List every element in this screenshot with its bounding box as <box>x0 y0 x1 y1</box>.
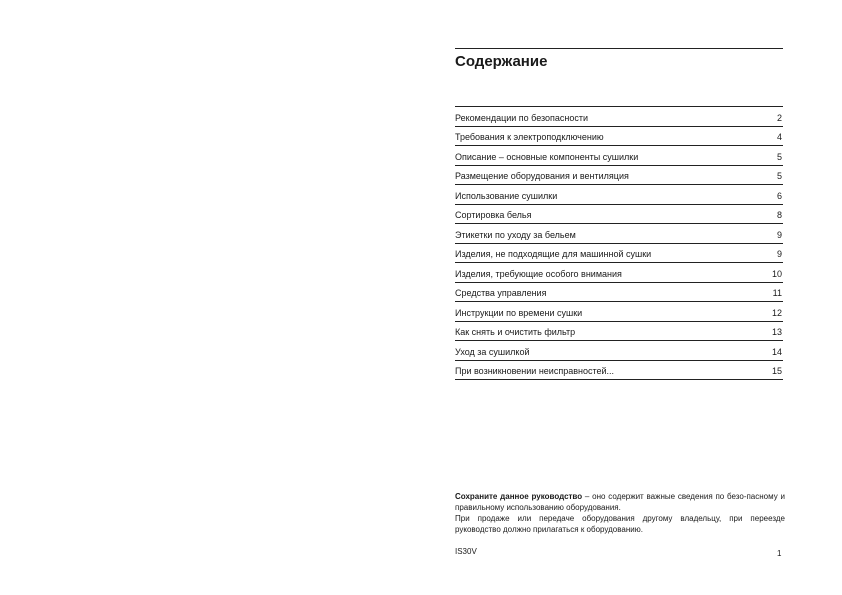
toc-page-number: 5 <box>776 151 782 162</box>
toc-label: Сортировка белья <box>455 210 532 220</box>
toc-page-number: 8 <box>776 210 782 220</box>
toc-label: Размещение оборудования и вентиляция <box>455 171 629 181</box>
toc-row <box>455 263 783 283</box>
note-bold: Сохраните данное руководство <box>455 492 583 501</box>
toc-label: Изделия, требующие особого внимания <box>455 268 622 279</box>
toc-row <box>455 224 783 244</box>
note-paragraph-2: При продаже или передаче оборудования другому владельцу, при переезде руководство должно прилагаться к оборудованию. <box>455 514 785 534</box>
toc-label: Рекомендации по безопасности <box>455 112 589 123</box>
toc-label: Как снять и очистить фильтр <box>455 327 576 337</box>
keep-manual-note <box>455 491 785 535</box>
toc-label: Уход за сушилкой <box>455 346 530 357</box>
toc-label: При возникновении неисправностей... <box>455 366 615 376</box>
toc-page-number: 10 <box>771 268 782 279</box>
toc-row <box>455 205 783 225</box>
title-block <box>455 48 783 71</box>
toc-page-number: 5 <box>776 171 782 181</box>
toc-label: Изделия, не подходящие для машинной сушки <box>455 249 652 259</box>
table-of-contents <box>455 106 783 380</box>
toc-label: Этикетки по уходу за бельем <box>455 229 576 240</box>
toc-page-number: 12 <box>771 307 782 318</box>
toc-page-number: 9 <box>776 249 782 259</box>
toc-row <box>455 146 783 166</box>
toc-row <box>455 127 783 147</box>
toc-row <box>455 322 783 342</box>
toc-page-number: 9 <box>776 229 782 240</box>
toc-page-number: 2 <box>776 112 782 123</box>
toc-row <box>455 185 783 205</box>
toc-row <box>455 361 783 381</box>
note-text-1: – оно содержит важные сведения по безо-пасному и правильному использованию оборудования. <box>455 492 785 512</box>
toc-row <box>455 302 783 322</box>
toc-label: Инструкции по времени сушки <box>455 307 583 318</box>
toc-row <box>455 341 783 361</box>
toc-label: Средства управления <box>455 288 547 298</box>
toc-row <box>455 166 783 186</box>
toc-page-number: 11 <box>772 288 782 298</box>
toc-label: Описание – основные компоненты сушилки <box>455 151 639 162</box>
toc-row <box>455 107 783 127</box>
page-number: 1 <box>777 549 782 558</box>
toc-label: Требования к электроподключению <box>455 132 604 142</box>
toc-row <box>455 244 783 264</box>
toc-page-number: 4 <box>776 132 782 142</box>
toc-label: Использование сушилки <box>455 190 558 201</box>
toc-row <box>455 283 783 303</box>
note-paragraph-1 <box>455 491 785 513</box>
toc-page-number: 6 <box>776 190 782 201</box>
toc-page-number: 15 <box>771 366 782 376</box>
toc-page-number: 13 <box>771 327 782 337</box>
contents-section <box>455 48 783 376</box>
page-title: Содержание <box>455 53 548 70</box>
model-code: IS30V <box>455 547 477 556</box>
toc-page-number: 14 <box>771 346 782 357</box>
